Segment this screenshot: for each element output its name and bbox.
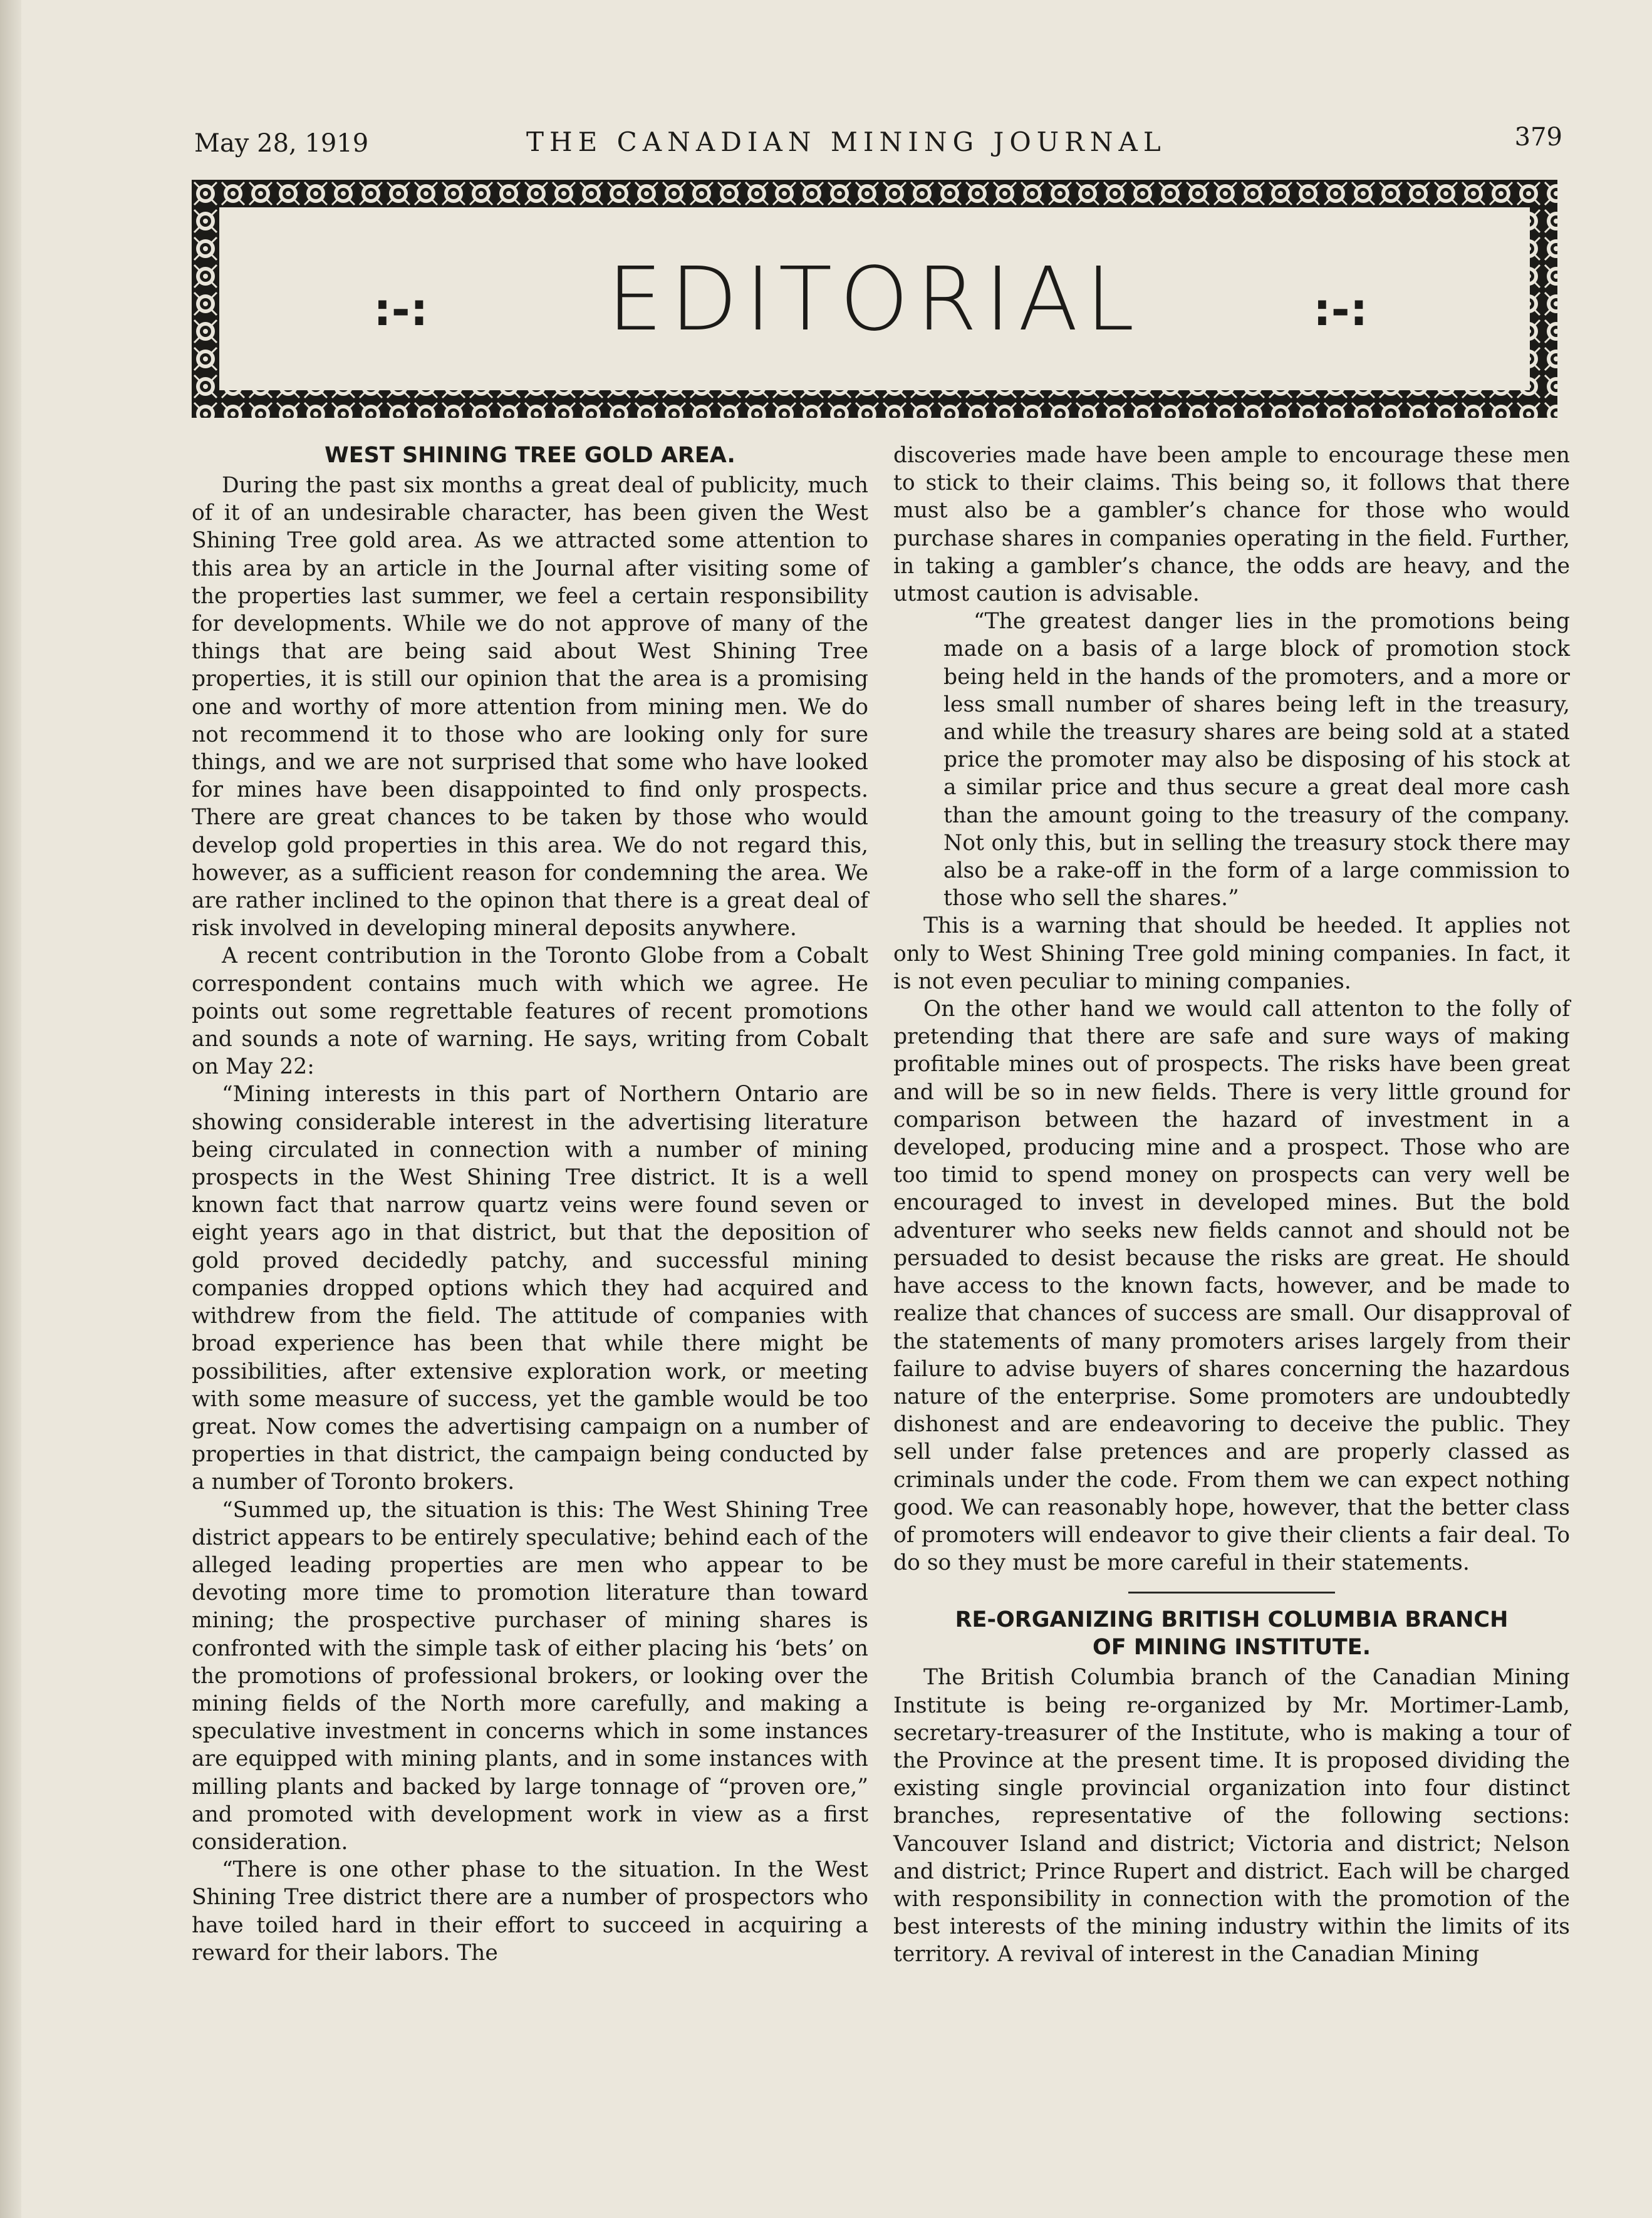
paragraph: During the past six months a great deal of publicity, much of it of an undesirable character, has been given the West Shining Tree gold area. As we attracted some attention to this area by an article in the Journal after visiting some of the properties last summer, we feel a certain responsibility for developments. While we do not approve of many of the things that are being said about West Shining Tree properties, it is still our opinion that the area is a promising one and worthy of more attention from mining men. We do not recommend it to those who are looking only for sure things, and we are not surprised that some who have looked for mines have been disappointed to find only prospects. There are great chances to be taken by those who would develop gold properties in this area. We do not regard this, however, as a sufficient reason for condemning the area. We are rather inclined to the opinon that there is a great deal of risk involved in developing mineral deposits anywhere. xyxy=(192,473,868,941)
issue-date: May 28, 1919 xyxy=(194,129,369,158)
paragraph: The British Columbia branch of the Canadian Mining Institute is being re-organized by Mr. Mortimer-Lamb, secretary-treasurer of the Institute, who is making a tour of the Province at the present time. It is proposed dividing the existing single provincial organization into four distinct branches, representative of the following sections: Vancouver Island and district; Victoria and district; Nelson and district; Prince Rupert and district. Each will be charged with responsibility in connection with the promotion of the best interests of the mining industry within the limits of its territory. A revival of interest in the Canadian Mining xyxy=(893,1665,1570,1967)
paragraph: A recent contribution in the Toronto Globe from a Cobalt correspondent contains much with which we agree. He points out some regrettable features of recent promotions and sounds a note of warning. He says, writing from Cobalt on May 22: xyxy=(192,943,868,1080)
paragraph: discoveries made have been ample to encourage these men to stick to their claims. This being so, it follows that there must also be a gambler’s chance for those who would purchase shares in companies operating in the field. Further, in taking a gambler’s chance, the odds are heavy, and the utmost caution is advisable. xyxy=(893,443,1570,607)
page-header xyxy=(194,123,1560,167)
paragraph: “Summed up, the situation is this: The West Shining Tree district appears to be entirely speculative; behind each of the alleged leading properties are men who appear to be devoting more time to promotion literature than toward mining; the prospective purchaser of mining shares is confronted with the simple task of either placing his ‘bets’ on the promotions of professional brokers, or looking over the mining fields of the North more carefully, and making a speculative investment in concerns which in some instances are equipped with mining plants, and in some instances with milling plants and backed by large tonnage of “proven ore,” and promoted with development work in view as a first consideration. xyxy=(192,1497,868,1855)
editorial-title: EDITORIAL xyxy=(607,249,1142,351)
banner-ornament-right: :-: xyxy=(1313,283,1368,336)
article-heading: RE-ORGANIZING BRITISH COLUMBIA BRANCH xyxy=(955,1607,1509,1633)
paragraph: “There is one other phase to the situation. In the West Shining Tree district there are a number of prospectors who have toiled hard in their effort to succeed in acquiring a reward for their labors. The xyxy=(192,1857,868,1966)
section-divider xyxy=(1128,1592,1335,1594)
paragraph: This is a warning that should be heeded. It applies not only to West Shining Tree gold mining companies. In fact, it is not even peculiar to mining companies. xyxy=(893,913,1570,994)
banner-ornament-left: :-: xyxy=(373,283,429,336)
left-column xyxy=(192,442,868,1967)
paragraph: On the other hand we would call attenton to the folly of pretending that there are safe and sure ways of making profitable mines out of prospects. The risks have been great and will be so in new fields. There is very little ground for comparison between the hazard of investment in a developed, producing mine and a prospect. Those who are too timid to spend money on prospects can very well be encouraged to invest in developed mines. But the bold adventurer who seeks new fields cannot and should not be persuaded to desist because the risks are great. He should have access to the known facts, however, and be made to realize that chances of success are small. Our disapproval of the statements of many promoters arises largely from their failure to advise buyers of shares concerning the hazardous nature of the enterprise. Some promoters are undoubtedly dishonest and are endeavoring to deceive the public. They sell under false pretences and are properly classed as criminals under the code. From them we can expect nothing good. We can reasonably hope, however, that the better class of promoters will endeavor to give their clients a fair deal. To do so they must be more careful in their statements. xyxy=(893,997,1570,1576)
page-edge xyxy=(0,0,21,2218)
page-number: 379 xyxy=(1514,123,1562,152)
journal-title: THE CANADIAN MINING JOURNAL xyxy=(526,127,1166,157)
paragraph: “Mining interests in this part of Northern Ontario are showing considerable interest in the advertising literature being circulated in connection with a number of mining prospects in the West Shining Tree district. It is a well known fact that narrow quartz veins were found seven or eight years ago in that district, but that the deposition of gold proved decidedly patchy, and successful mining companies dropped options which they had acquired and withdrew from the field. The attitude of companies with broad experience has been that while there might be possibilities, after extensive exploration work, or meeting with some measure of success, yet the gamble would be too great. Now comes the advertising campaign on a number of properties in that district, the campaign being conducted by a number of Toronto brokers. xyxy=(192,1082,868,1495)
block-quote: “The greatest danger lies in the promotions being made on a basis of a large block of promotion stock being held in the hands of the promoters, and a more or less small number of shares being left in the treasury, and while the treasury shares are being sold at a stated price the promoter may also be disposing of his stock at a similar price and thus secure a great deal more cash than the amount going to the treasury of the company. Not only this, but in selling the treasury stock there may also be a rake-off in the form of a large commission to those who sell the shares.” xyxy=(943,609,1570,911)
article-heading: WEST SHINING TREE GOLD AREA. xyxy=(325,443,735,468)
right-column xyxy=(893,442,1570,1969)
editorial-banner xyxy=(192,180,1557,418)
article-heading: OF MINING INSTITUTE. xyxy=(1092,1635,1371,1661)
